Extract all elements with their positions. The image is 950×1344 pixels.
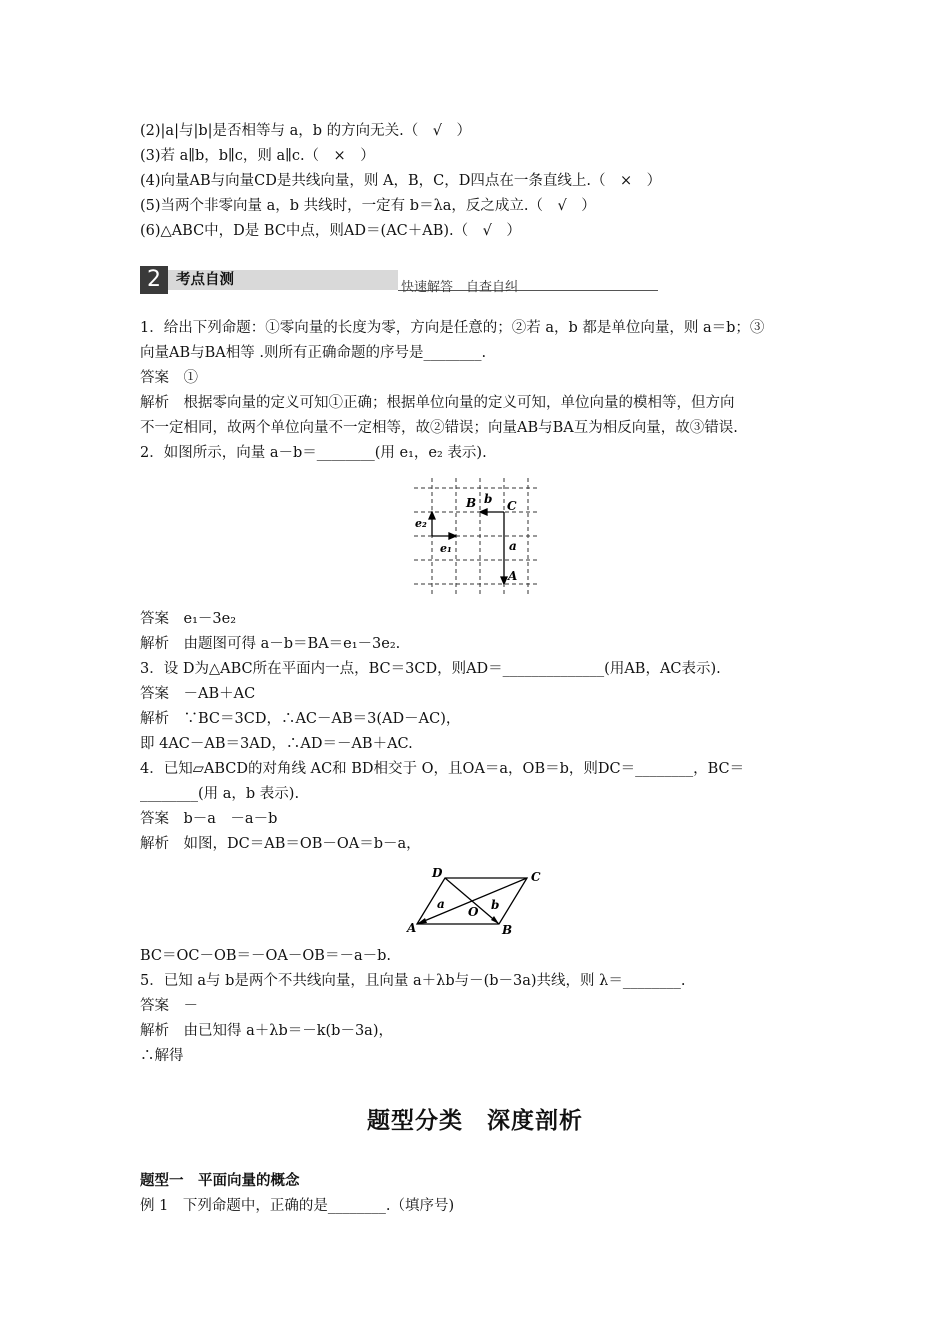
- q4-answer: 答案 b－a －a－b: [140, 811, 278, 827]
- q1-analysis-1: 解析 根据零向量的定义可知①正确；根据单位向量的定义可知，单位向量的模相等，但方向: [140, 395, 735, 411]
- q4-analysis-2: BC＝OC－OB＝－OA－OB＝－a－b.: [140, 948, 391, 964]
- label-a: a: [437, 897, 445, 911]
- label-B: B: [502, 923, 513, 936]
- q5-text: 5．已知 a与 b是两个不共线向量，且向量 a＋λb与－(b－3a)共线，则 λ＝________.: [140, 973, 686, 989]
- q1-analysis-2: 不一定相同，故两个单位向量不一定相等，故②错误；向量AB与BA互为相反向量，故③错误.: [140, 420, 738, 436]
- label-B: B: [466, 496, 477, 510]
- q2-grid-figure: [410, 474, 540, 596]
- q3-analysis-1: 解析 ∵BC＝3CD，∴AC－AB＝3(AD－AC)，: [140, 711, 461, 727]
- item-5: (5)当两个非零向量 a，b 共线时，一定有 b＝λa，反之成立.（ √ ）: [140, 198, 596, 214]
- label-a: a: [509, 539, 517, 553]
- q4-text-2: ________(用 a，b 表示).: [140, 786, 300, 802]
- item-4: (4)向量AB与向量CD是共线向量，则 A，B，C，D四点在一条直线上.（ × ）: [140, 173, 662, 189]
- item-3: (3)若 a∥b，b∥c，则 a∥c.（ × ）: [140, 148, 375, 164]
- label-b: b: [491, 898, 500, 912]
- q3-answer: 答案 －AB＋AC: [140, 686, 256, 702]
- label-A: A: [407, 921, 417, 935]
- q3-analysis-2: 即 4AC－AB＝3AD，∴AD＝－AB＋AC.: [140, 736, 413, 752]
- q1-answer: 答案 ①: [140, 370, 198, 386]
- q2-text: 2．如图所示，向量 a－b＝________(用 e₁，e₂ 表示).: [140, 445, 487, 461]
- q5-analysis-1: 解析 由已知得 a＋λb＝－k(b－3a)，: [140, 1023, 393, 1039]
- main-section-title: 题型分类 深度剖析: [367, 1108, 583, 1134]
- q1-text-2: 向量AB与BA相等 .则所有正确命题的序号是________.: [140, 345, 487, 361]
- item-6: (6)△ABC中，D是 BC中点，则AD＝(AC＋AB).（ √ ）: [140, 223, 521, 239]
- section-header: [140, 266, 520, 294]
- label-b: b: [484, 492, 493, 506]
- label-e1: e₁: [440, 542, 452, 555]
- vector-b-head: [480, 509, 487, 515]
- label-C: C: [507, 499, 517, 513]
- vector-e2-head: [429, 512, 435, 519]
- q3-text: 3．设 D为△ABC所在平面内一点，BC＝3CD，则AD＝______________(用AB，AC表示).: [140, 661, 721, 677]
- topic1-heading: 题型一 平面向量的概念: [140, 1173, 300, 1189]
- example-1: 例 1 下列命题中，正确的是________.（填序号): [140, 1198, 455, 1214]
- section-subtitle: 快速解答 自查自纠: [400, 280, 518, 295]
- arrow-ob-head: [491, 916, 499, 924]
- label-e2: e₂: [415, 517, 427, 530]
- q1-text-1: 1．给出下列命题：①零向量的长度为零，方向是任意的；②若 a，b 都是单位向量，则 a＝b；③: [140, 320, 765, 336]
- q5-answer: 答案 －: [140, 998, 198, 1014]
- label-C: C: [531, 870, 541, 884]
- item-2: (2)|a|与|b|是否相等与 a，b 的方向无关.（ √ ）: [140, 123, 471, 139]
- label-D: D: [432, 866, 443, 880]
- vector-a-head: [501, 577, 507, 584]
- q5-analysis-2: ∴解得: [140, 1048, 184, 1064]
- vector-e1-head: [449, 533, 456, 539]
- label-O: O: [468, 905, 479, 919]
- label-A: A: [508, 569, 518, 583]
- q2-answer: 答案 e₁－3e₂: [140, 611, 237, 627]
- q4-analysis-1: 解析 如图，DC＝AB＝OB－OA＝b－a，: [140, 836, 421, 852]
- q4-text-1: 4．已知▱ABCD的对角线 AC和 BD相交于 O，且OA＝a，OB＝b，则DC＝________，BC＝: [140, 761, 745, 777]
- q2-analysis: 解析 由题图可得 a－b＝BA＝e₁－3e₂.: [140, 636, 401, 652]
- section-label: 考点自测: [168, 270, 398, 290]
- section-number: 2: [140, 266, 168, 294]
- q4-parallelogram-figure: [405, 864, 555, 936]
